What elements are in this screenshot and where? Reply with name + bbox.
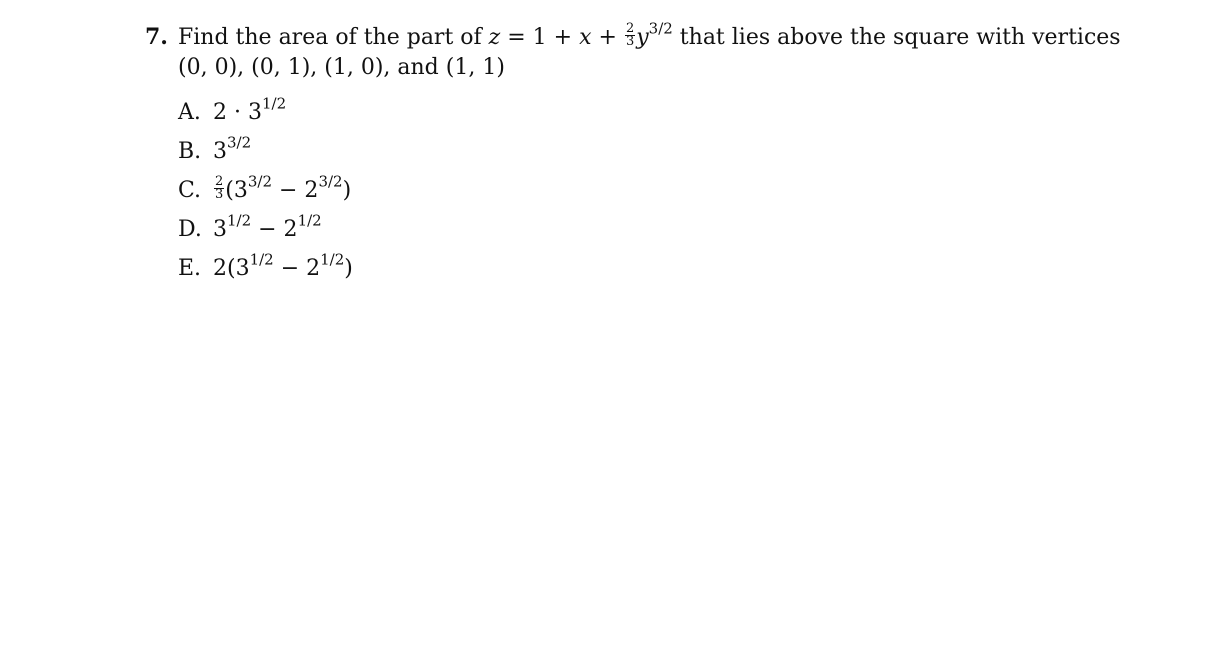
choice-c[interactable] xyxy=(178,172,353,215)
equation-lhs: z xyxy=(488,25,501,50)
choice-exponent: 1/2 xyxy=(261,94,287,113)
equation-x: x xyxy=(579,25,592,50)
choice-d[interactable] xyxy=(178,211,353,254)
question-block xyxy=(145,19,1121,83)
stem-text-part2: that lies above the square with vertices xyxy=(672,25,1121,50)
choice-fraction xyxy=(214,173,224,202)
choice-text: 3 xyxy=(213,139,227,164)
equation-y: y xyxy=(636,25,649,50)
choice-letter: D. xyxy=(178,217,202,242)
choice-text: 2 · 3 xyxy=(213,100,262,125)
equation-eq: = 1 + xyxy=(500,25,580,50)
choice-text-mid: − 2 xyxy=(273,256,321,281)
choice-letter: B. xyxy=(178,139,202,164)
choice-text-a: (3 xyxy=(225,178,248,203)
choice-exponent-a: 1/2 xyxy=(249,250,274,269)
choice-text-mid: − 2 xyxy=(251,217,298,242)
choice-exponent-b: 3/2 xyxy=(318,172,343,191)
choice-text-end: ) xyxy=(344,256,353,281)
answer-choices xyxy=(178,94,353,293)
choice-e[interactable] xyxy=(178,250,353,293)
fraction-denominator: 3 xyxy=(215,186,224,202)
choice-exponent-b: 1/2 xyxy=(297,211,322,230)
choice-text-mid: − 2 xyxy=(272,178,319,203)
choice-exponent: 3/2 xyxy=(227,133,252,152)
question-stem-line2: (0, 0), (0, 1), (1, 0), and (1, 1) xyxy=(178,55,505,80)
fraction-numerator: 2 xyxy=(215,173,224,189)
choice-letter: A. xyxy=(178,100,201,125)
choice-text-a: 2(3 xyxy=(213,256,250,281)
question-number: 7. xyxy=(145,24,168,50)
fraction-numerator: 2 xyxy=(625,20,635,36)
equation-fraction xyxy=(625,20,635,49)
stem-text-part1: Find the area of the part of xyxy=(178,25,489,50)
choice-exponent-a: 1/2 xyxy=(227,211,252,230)
choice-a[interactable] xyxy=(178,94,353,137)
equation-plus: + xyxy=(591,25,624,50)
choice-text-a: 3 xyxy=(213,217,227,242)
choice-letter: C. xyxy=(178,178,202,203)
fraction-denominator: 3 xyxy=(625,33,635,49)
equation-y-exponent: 3/2 xyxy=(648,19,673,38)
choice-exponent-a: 3/2 xyxy=(247,172,273,191)
choice-b[interactable] xyxy=(178,133,353,176)
question-stem-line1 xyxy=(145,19,1121,53)
choice-letter: E. xyxy=(178,256,202,281)
choice-text-end: ) xyxy=(342,178,352,203)
choice-exponent-b: 1/2 xyxy=(320,250,345,269)
